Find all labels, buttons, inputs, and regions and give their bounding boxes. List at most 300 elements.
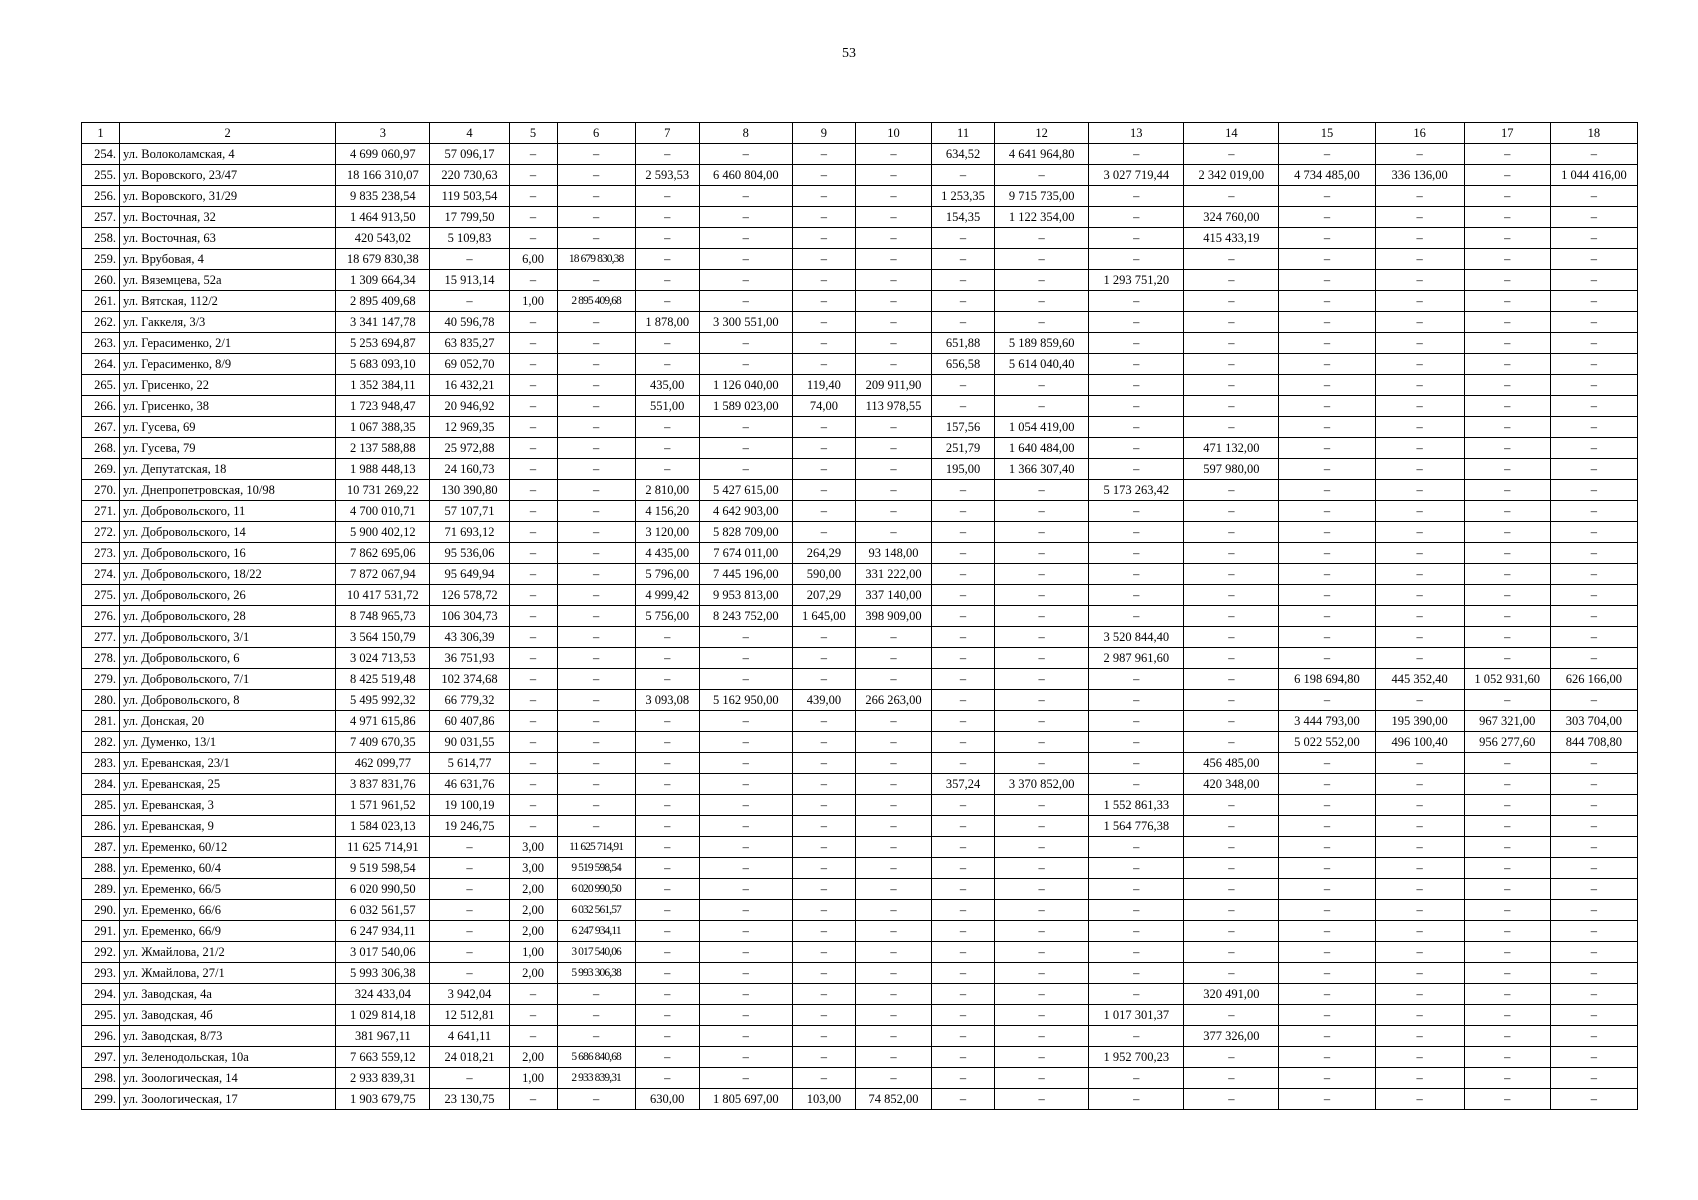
value-cell-col7: –: [635, 732, 699, 753]
value-cell-col7: –: [635, 879, 699, 900]
value-cell-col17: –: [1464, 249, 1550, 270]
value-cell-col18: –: [1550, 354, 1637, 375]
table-row: [82, 1068, 1638, 1089]
value-cell-col6: 5 993 306,38: [557, 963, 635, 984]
value-cell-col16: 195 390,00: [1375, 711, 1464, 732]
value-cell-col17: –: [1464, 1047, 1550, 1068]
value-cell-col16: –: [1375, 753, 1464, 774]
value-cell-col4: 95 649,94: [430, 564, 509, 585]
value-cell-col7: –: [635, 963, 699, 984]
value-cell-col11: 154,35: [932, 207, 995, 228]
value-cell-col16: –: [1375, 900, 1464, 921]
value-cell-col14: 377 326,00: [1184, 1026, 1279, 1047]
value-cell-col18: –: [1550, 585, 1637, 606]
value-cell-col16: –: [1375, 816, 1464, 837]
value-cell-col9: 119,40: [792, 375, 855, 396]
value-cell-col9: –: [792, 438, 855, 459]
value-cell-col3: 6 247 934,11: [336, 921, 430, 942]
value-cell-col3: 381 967,11: [336, 1026, 430, 1047]
value-cell-col15: –: [1279, 417, 1375, 438]
value-cell-col8: –: [699, 417, 792, 438]
address-cell: ул. Ереванская, 9: [120, 816, 336, 837]
value-cell-col6: –: [557, 417, 635, 438]
value-cell-col6: –: [557, 270, 635, 291]
value-cell-col10: –: [855, 438, 931, 459]
table-row: [82, 648, 1638, 669]
value-cell-col15: –: [1279, 207, 1375, 228]
value-cell-col3: 1 352 384,11: [336, 375, 430, 396]
value-cell-col16: –: [1375, 438, 1464, 459]
table-row: [82, 963, 1638, 984]
value-cell-col13: –: [1089, 963, 1184, 984]
value-cell-col3: 8 748 965,73: [336, 606, 430, 627]
row-number-cell: 291.: [82, 921, 120, 942]
value-cell-col5: 1,00: [509, 291, 557, 312]
value-cell-col14: –: [1184, 501, 1279, 522]
value-cell-col18: –: [1550, 312, 1637, 333]
value-cell-col7: –: [635, 333, 699, 354]
value-cell-col10: 398 909,00: [855, 606, 931, 627]
value-cell-col11: –: [932, 564, 995, 585]
value-cell-col9: –: [792, 270, 855, 291]
value-cell-col18: 303 704,00: [1550, 711, 1637, 732]
value-cell-col4: 19 246,75: [430, 816, 509, 837]
value-cell-col12: –: [995, 249, 1089, 270]
address-cell: ул. Жмайлова, 21/2: [120, 942, 336, 963]
value-cell-col17: –: [1464, 921, 1550, 942]
value-cell-col16: –: [1375, 648, 1464, 669]
value-cell-col7: 5 796,00: [635, 564, 699, 585]
value-cell-col13: –: [1089, 312, 1184, 333]
table-row: [82, 1089, 1638, 1110]
table-row: [82, 354, 1638, 375]
column-header-1: 1: [82, 123, 120, 144]
value-cell-col4: 5 109,83: [430, 228, 509, 249]
value-cell-col16: –: [1375, 1047, 1464, 1068]
value-cell-col17: –: [1464, 1089, 1550, 1110]
address-cell: ул. Восточная, 63: [120, 228, 336, 249]
value-cell-col13: 3 520 844,40: [1089, 627, 1184, 648]
value-cell-col17: 1 052 931,60: [1464, 669, 1550, 690]
value-cell-col16: –: [1375, 501, 1464, 522]
row-number-cell: 294.: [82, 984, 120, 1005]
value-cell-col18: –: [1550, 690, 1637, 711]
value-cell-col3: 11 625 714,91: [336, 837, 430, 858]
row-number-cell: 254.: [82, 144, 120, 165]
value-cell-col11: –: [932, 711, 995, 732]
value-cell-col12: 1 122 354,00: [995, 207, 1089, 228]
value-cell-col3: 7 663 559,12: [336, 1047, 430, 1068]
table-row: [82, 732, 1638, 753]
value-cell-col12: –: [995, 858, 1089, 879]
value-cell-col6: –: [557, 312, 635, 333]
value-cell-col17: –: [1464, 207, 1550, 228]
value-cell-col13: –: [1089, 585, 1184, 606]
value-cell-col17: 956 277,60: [1464, 732, 1550, 753]
value-cell-col3: 6 020 990,50: [336, 879, 430, 900]
row-number-cell: 283.: [82, 753, 120, 774]
value-cell-col6: 2 933 839,31: [557, 1068, 635, 1089]
value-cell-col15: –: [1279, 648, 1375, 669]
value-cell-col3: 5 900 402,12: [336, 522, 430, 543]
value-cell-col15: 6 198 694,80: [1279, 669, 1375, 690]
value-cell-col7: –: [635, 753, 699, 774]
value-cell-col9: –: [792, 354, 855, 375]
value-cell-col12: –: [995, 585, 1089, 606]
value-cell-col9: –: [792, 732, 855, 753]
value-cell-col3: 3 017 540,06: [336, 942, 430, 963]
value-cell-col12: –: [995, 879, 1089, 900]
value-cell-col16: –: [1375, 144, 1464, 165]
value-cell-col9: –: [792, 165, 855, 186]
value-cell-col5: –: [509, 669, 557, 690]
value-cell-col17: –: [1464, 480, 1550, 501]
value-cell-col12: –: [995, 522, 1089, 543]
column-header-10: 10: [855, 123, 931, 144]
value-cell-col15: 5 022 552,00: [1279, 732, 1375, 753]
value-cell-col11: –: [932, 606, 995, 627]
value-cell-col14: 420 348,00: [1184, 774, 1279, 795]
value-cell-col6: –: [557, 1005, 635, 1026]
value-cell-col3: 3 564 150,79: [336, 627, 430, 648]
value-cell-col14: –: [1184, 543, 1279, 564]
value-cell-col12: –: [995, 921, 1089, 942]
value-cell-col17: –: [1464, 375, 1550, 396]
value-cell-col10: –: [855, 627, 931, 648]
value-cell-col18: –: [1550, 333, 1637, 354]
value-cell-col4: 90 031,55: [430, 732, 509, 753]
value-cell-col18: –: [1550, 921, 1637, 942]
value-cell-col15: –: [1279, 186, 1375, 207]
value-cell-col16: –: [1375, 480, 1464, 501]
column-header-18: 18: [1550, 123, 1637, 144]
table-row: [82, 291, 1638, 312]
value-cell-col12: –: [995, 753, 1089, 774]
value-cell-col3: 1 309 664,34: [336, 270, 430, 291]
value-cell-col11: –: [932, 291, 995, 312]
row-number-cell: 266.: [82, 396, 120, 417]
value-cell-col3: 3 024 713,53: [336, 648, 430, 669]
value-cell-col10: –: [855, 312, 931, 333]
value-cell-col16: –: [1375, 1068, 1464, 1089]
value-cell-col14: –: [1184, 1068, 1279, 1089]
value-cell-col16: –: [1375, 543, 1464, 564]
value-cell-col12: –: [995, 1068, 1089, 1089]
value-cell-col14: –: [1184, 669, 1279, 690]
value-cell-col4: 57 096,17: [430, 144, 509, 165]
value-cell-col12: 3 370 852,00: [995, 774, 1089, 795]
value-cell-col11: –: [932, 480, 995, 501]
value-cell-col7: 2 593,53: [635, 165, 699, 186]
value-cell-col18: –: [1550, 984, 1637, 1005]
value-cell-col7: –: [635, 900, 699, 921]
value-cell-col12: –: [995, 543, 1089, 564]
value-cell-col18: –: [1550, 438, 1637, 459]
row-number-cell: 269.: [82, 459, 120, 480]
table-row: [82, 1005, 1638, 1026]
value-cell-col3: 420 543,02: [336, 228, 430, 249]
value-cell-col15: –: [1279, 690, 1375, 711]
value-cell-col8: –: [699, 753, 792, 774]
value-cell-col8: –: [699, 1026, 792, 1047]
value-cell-col6: –: [557, 438, 635, 459]
value-cell-col16: –: [1375, 333, 1464, 354]
table-row: [82, 501, 1638, 522]
value-cell-col11: 251,79: [932, 438, 995, 459]
value-cell-col12: –: [995, 1089, 1089, 1110]
value-cell-col18: –: [1550, 648, 1637, 669]
value-cell-col5: 3,00: [509, 858, 557, 879]
value-cell-col3: 5 993 306,38: [336, 963, 430, 984]
value-cell-col3: 1 067 388,35: [336, 417, 430, 438]
value-cell-col18: –: [1550, 1026, 1637, 1047]
value-cell-col14: –: [1184, 900, 1279, 921]
value-cell-col10: –: [855, 921, 931, 942]
value-cell-col18: –: [1550, 1005, 1637, 1026]
value-cell-col9: 1 645,00: [792, 606, 855, 627]
value-cell-col5: 1,00: [509, 942, 557, 963]
value-cell-col3: 4 971 615,86: [336, 711, 430, 732]
value-cell-col12: 4 641 964,80: [995, 144, 1089, 165]
column-header-11: 11: [932, 123, 995, 144]
value-cell-col3: 1 464 913,50: [336, 207, 430, 228]
value-cell-col7: 4 999,42: [635, 585, 699, 606]
address-cell: ул. Грисенко, 22: [120, 375, 336, 396]
value-cell-col7: –: [635, 858, 699, 879]
value-cell-col5: –: [509, 312, 557, 333]
value-cell-col7: 630,00: [635, 1089, 699, 1110]
value-cell-col17: –: [1464, 522, 1550, 543]
value-cell-col7: –: [635, 774, 699, 795]
value-cell-col7: –: [635, 417, 699, 438]
value-cell-col10: 74 852,00: [855, 1089, 931, 1110]
value-cell-col15: –: [1279, 438, 1375, 459]
row-number-cell: 286.: [82, 816, 120, 837]
value-cell-col11: 651,88: [932, 333, 995, 354]
value-cell-col14: –: [1184, 1047, 1279, 1068]
value-cell-col5: –: [509, 606, 557, 627]
value-cell-col14: –: [1184, 606, 1279, 627]
value-cell-col12: –: [995, 480, 1089, 501]
value-cell-col5: –: [509, 1089, 557, 1110]
value-cell-col16: –: [1375, 417, 1464, 438]
value-cell-col17: –: [1464, 1026, 1550, 1047]
value-cell-col5: –: [509, 795, 557, 816]
value-cell-col3: 462 099,77: [336, 753, 430, 774]
value-cell-col13: –: [1089, 900, 1184, 921]
value-cell-col14: –: [1184, 585, 1279, 606]
table-row: [82, 858, 1638, 879]
value-cell-col14: 471 132,00: [1184, 438, 1279, 459]
value-cell-col6: –: [557, 228, 635, 249]
value-cell-col10: –: [855, 711, 931, 732]
value-cell-col3: 5 683 093,10: [336, 354, 430, 375]
value-cell-col13: –: [1089, 333, 1184, 354]
value-cell-col10: –: [855, 1068, 931, 1089]
value-cell-col10: 93 148,00: [855, 543, 931, 564]
value-cell-col11: –: [932, 249, 995, 270]
value-cell-col14: –: [1184, 942, 1279, 963]
value-cell-col6: 6 020 990,50: [557, 879, 635, 900]
address-cell: ул. Герасименко, 2/1: [120, 333, 336, 354]
value-cell-col8: 8 243 752,00: [699, 606, 792, 627]
value-cell-col14: 324 760,00: [1184, 207, 1279, 228]
value-cell-col5: –: [509, 417, 557, 438]
value-cell-col3: 9 519 598,54: [336, 858, 430, 879]
value-cell-col16: –: [1375, 795, 1464, 816]
value-cell-col10: –: [855, 354, 931, 375]
value-cell-col6: 2 895 409,68: [557, 291, 635, 312]
value-cell-col15: –: [1279, 249, 1375, 270]
address-cell: ул. Добровольского, 3/1: [120, 627, 336, 648]
value-cell-col3: 324 433,04: [336, 984, 430, 1005]
value-cell-col14: 2 342 019,00: [1184, 165, 1279, 186]
value-cell-col5: –: [509, 753, 557, 774]
row-number-cell: 293.: [82, 963, 120, 984]
value-cell-col18: –: [1550, 480, 1637, 501]
value-cell-col8: –: [699, 1005, 792, 1026]
value-cell-col17: –: [1464, 438, 1550, 459]
table-row: [82, 837, 1638, 858]
value-cell-col10: –: [855, 333, 931, 354]
value-cell-col10: –: [855, 879, 931, 900]
value-cell-col18: –: [1550, 963, 1637, 984]
value-cell-col18: –: [1550, 228, 1637, 249]
value-cell-col14: –: [1184, 795, 1279, 816]
value-cell-col10: –: [855, 249, 931, 270]
value-cell-col16: 445 352,40: [1375, 669, 1464, 690]
value-cell-col12: –: [995, 312, 1089, 333]
value-cell-col3: 10 417 531,72: [336, 585, 430, 606]
value-cell-col11: –: [932, 585, 995, 606]
value-cell-col5: –: [509, 522, 557, 543]
value-cell-col17: –: [1464, 585, 1550, 606]
value-cell-col12: –: [995, 732, 1089, 753]
value-cell-col10: –: [855, 165, 931, 186]
value-cell-col8: –: [699, 627, 792, 648]
value-cell-col8: 5 162 950,00: [699, 690, 792, 711]
value-cell-col16: –: [1375, 1005, 1464, 1026]
row-number-cell: 280.: [82, 690, 120, 711]
value-cell-col8: 3 300 551,00: [699, 312, 792, 333]
value-cell-col16: –: [1375, 1089, 1464, 1110]
value-cell-col9: –: [792, 417, 855, 438]
column-header-4: 4: [430, 123, 509, 144]
value-cell-col7: –: [635, 837, 699, 858]
value-cell-col12: –: [995, 837, 1089, 858]
value-cell-col10: –: [855, 291, 931, 312]
value-cell-col16: –: [1375, 186, 1464, 207]
value-cell-col8: –: [699, 669, 792, 690]
value-cell-col15: –: [1279, 795, 1375, 816]
address-cell: ул. Ереванская, 3: [120, 795, 336, 816]
value-cell-col18: –: [1550, 417, 1637, 438]
value-cell-col15: –: [1279, 963, 1375, 984]
table-row: [82, 921, 1638, 942]
address-cell: ул. Донская, 20: [120, 711, 336, 732]
value-cell-col3: 4 700 010,71: [336, 501, 430, 522]
value-cell-col13: 1 017 301,37: [1089, 1005, 1184, 1026]
value-cell-col6: –: [557, 585, 635, 606]
address-cell: ул. Восточная, 32: [120, 207, 336, 228]
value-cell-col18: –: [1550, 270, 1637, 291]
value-cell-col12: –: [995, 1047, 1089, 1068]
row-number-cell: 274.: [82, 564, 120, 585]
value-cell-col16: –: [1375, 837, 1464, 858]
value-cell-col14: –: [1184, 879, 1279, 900]
value-cell-col4: 15 913,14: [430, 270, 509, 291]
value-cell-col6: 6 032 561,57: [557, 900, 635, 921]
value-cell-col5: –: [509, 438, 557, 459]
row-number-cell: 261.: [82, 291, 120, 312]
value-cell-col10: –: [855, 753, 931, 774]
value-cell-col7: –: [635, 921, 699, 942]
value-cell-col18: –: [1550, 816, 1637, 837]
value-cell-col7: –: [635, 984, 699, 1005]
value-cell-col6: –: [557, 480, 635, 501]
value-cell-col8: –: [699, 963, 792, 984]
address-cell: ул. Еременко, 60/12: [120, 837, 336, 858]
value-cell-col11: –: [932, 732, 995, 753]
value-cell-col17: –: [1464, 942, 1550, 963]
value-cell-col6: –: [557, 144, 635, 165]
value-cell-col4: 106 304,73: [430, 606, 509, 627]
value-cell-col11: 656,58: [932, 354, 995, 375]
value-cell-col11: 1 253,35: [932, 186, 995, 207]
row-number-cell: 289.: [82, 879, 120, 900]
row-number-cell: 277.: [82, 627, 120, 648]
value-cell-col10: –: [855, 795, 931, 816]
value-cell-col17: –: [1464, 690, 1550, 711]
value-cell-col15: –: [1279, 396, 1375, 417]
value-cell-col18: –: [1550, 186, 1637, 207]
row-number-cell: 297.: [82, 1047, 120, 1068]
value-cell-col4: 220 730,63: [430, 165, 509, 186]
value-cell-col17: –: [1464, 543, 1550, 564]
value-cell-col3: 4 699 060,97: [336, 144, 430, 165]
value-cell-col5: –: [509, 1005, 557, 1026]
value-cell-col5: –: [509, 333, 557, 354]
value-cell-col12: –: [995, 690, 1089, 711]
address-cell: ул. Гусева, 69: [120, 417, 336, 438]
value-cell-col3: 5 495 992,32: [336, 690, 430, 711]
value-cell-col12: –: [995, 228, 1089, 249]
value-cell-col10: –: [855, 858, 931, 879]
value-cell-col10: 266 263,00: [855, 690, 931, 711]
value-cell-col4: –: [430, 963, 509, 984]
value-cell-col12: –: [995, 648, 1089, 669]
value-cell-col12: 5 614 040,40: [995, 354, 1089, 375]
value-cell-col11: –: [932, 837, 995, 858]
value-cell-col10: –: [855, 732, 931, 753]
value-cell-col4: 57 107,71: [430, 501, 509, 522]
value-cell-col6: –: [557, 669, 635, 690]
value-cell-col14: –: [1184, 963, 1279, 984]
value-cell-col13: –: [1089, 669, 1184, 690]
address-cell: ул. Добровольского, 6: [120, 648, 336, 669]
value-cell-col10: 209 911,90: [855, 375, 931, 396]
value-cell-col8: –: [699, 837, 792, 858]
address-cell: ул. Воровского, 31/29: [120, 186, 336, 207]
table-row: [82, 228, 1638, 249]
value-cell-col9: –: [792, 480, 855, 501]
value-cell-col10: –: [855, 942, 931, 963]
value-cell-col6: –: [557, 375, 635, 396]
value-cell-col14: –: [1184, 648, 1279, 669]
value-cell-col3: 1 903 679,75: [336, 1089, 430, 1110]
value-cell-col18: –: [1550, 375, 1637, 396]
value-cell-col8: –: [699, 354, 792, 375]
